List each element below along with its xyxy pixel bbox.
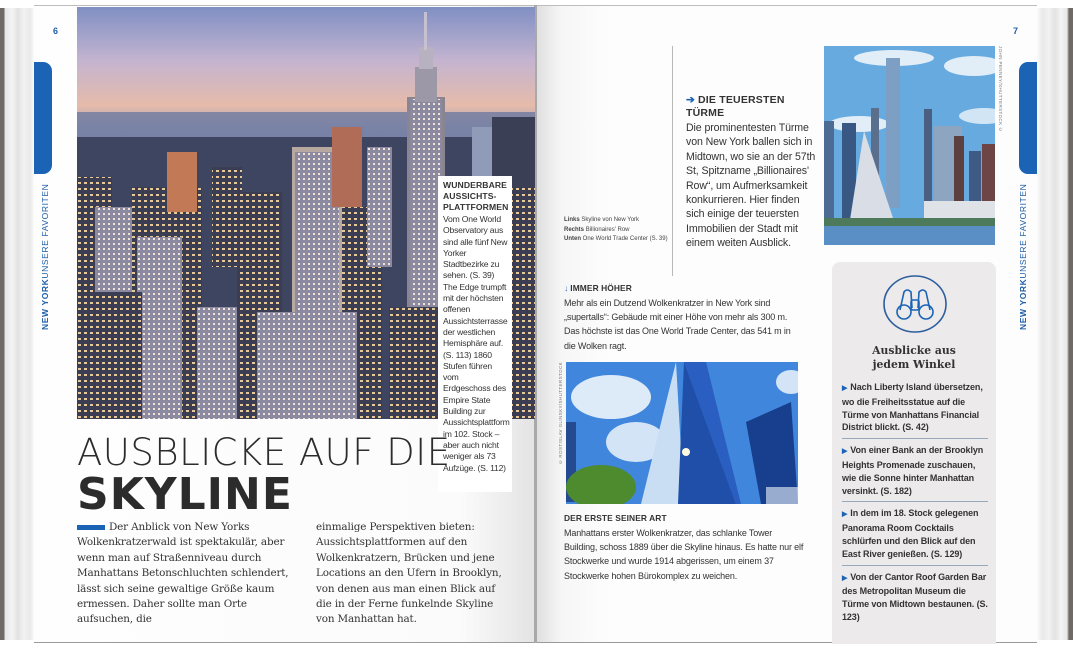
page-number-right: 7 [1013, 26, 1019, 36]
feature-text: Die prominentesten Türme von New York ballen sich in Midtown, wo sie an der 57th St, Spitzname „Billionaires' Row“, um Aufmerksamkeit konkurrieren. Hier finden sich einige der teuersten Immobilien der Stadt mit einem weiten Ausblick. [686, 122, 816, 250]
page-number-left: 6 [53, 26, 59, 36]
tip-box-title [832, 344, 996, 372]
caption-label: Links [564, 217, 580, 223]
headline-line-2: SKYLINE [77, 469, 293, 520]
body-text-1: Der Anblick von New Yorks Wolkenkratzerwald ist spektakulär, aber wenn man auf Straßenniveau durch Manhattans Betonschluchten schlendert, lässt sich seine gewaltige Größe kaum ermessen. Daher sollte man Orte aufsuchen, die [77, 521, 289, 626]
tip-box-viewpoints [832, 262, 996, 644]
running-head-right [1018, 183, 1028, 330]
one-world-trade-center-photo [566, 362, 798, 504]
caption-text: One World Trade Center (S. 39) [582, 236, 668, 243]
body-text-2: einmalige Perspektiven bieten: Aussichtsplattformen auf den Wolkenkratzern, Brücken und jene Locations an den Ufern in Brooklyn, von denen aus man einen Blick auf die in der Ferne funkelnde Skyline von Manhattan hat. [316, 521, 502, 626]
arrow-right-icon: ➔ [686, 94, 695, 106]
section-higher [564, 283, 804, 353]
caption-label: Unten [564, 236, 581, 243]
tip-item [842, 379, 988, 439]
running-head-city: NEW YORK [40, 278, 50, 330]
higher-text: Mehr als ein Dutzend Wolkenkratzer in New York sind „supertalls“: Gebäude mit einer Höhe von mehr als 300 m. Das höchste ist das One World Trade Center, das 541 m in die Wolken ragt. [564, 298, 791, 351]
photo-captions [564, 216, 668, 245]
tip-item [842, 442, 988, 502]
tip-item-text: In dem im 18. Stock gelegenen Panorama Room Cocktails schlürfen und den Blick auf den East River genießen. (S. 129) [842, 508, 979, 559]
body-column-1 [77, 520, 303, 628]
page-block-right [1037, 8, 1073, 640]
triangle-bullet-icon: ▶ [842, 385, 848, 392]
higher-title-text: IMMER HÖHER [570, 283, 632, 293]
triangle-bullet-icon: ▶ [842, 448, 848, 456]
running-head-left [40, 183, 50, 330]
feature-expensive-towers [686, 94, 816, 251]
running-head-section: UNSERE FAVORITEN [40, 183, 50, 279]
chapter-headline [77, 431, 451, 520]
tip-item-text: Nach Liberty Island übersetzen, wo die Freiheitsstatue auf die Türme von Manhattans Financial District blickt. (S. 42) [842, 382, 983, 433]
caption-label: Rechts [564, 226, 585, 233]
arrow-down-icon: ↓ [564, 283, 569, 293]
column-divider [672, 46, 673, 276]
midtown-skyline-illustration [824, 46, 995, 245]
first-title: DER ERSTE SEINER ART [564, 513, 667, 523]
caption-text: Billionaires' Row [585, 226, 630, 233]
tip-box-title-line-1: Ausblicke aus [872, 344, 956, 357]
headline-line-1: AUSBLICKE AUF DIE [77, 431, 451, 474]
sidebar-text: Vom One World Observatory aus sind alle fünf New Yorker Stadtbezirke zu sehen. (S. 39) The Edge trumpft mit der höchsten offenen Aussichtsterrasse der westlichen Hemisphäre auf. (S. 113) 1860 Stufen führen vom Erdgeschoss des Empire State Building zur Aussichtsplattform im 102. Stock – aber auch nicht weniger als 73 Aufzüge. (S. 112) [443, 214, 510, 473]
tip-list [842, 379, 988, 631]
caption-left [564, 216, 668, 226]
intro-bar [77, 525, 105, 530]
tip-box-title-line-2: jedem Winkel [872, 358, 956, 371]
tip-item [842, 569, 988, 628]
sidebar-title: WUNDERBARE AUSSICHTS-PLATTFORMEN [443, 180, 509, 212]
binoculars-icon [882, 274, 948, 334]
section-tab-right [1019, 62, 1037, 174]
body-column-2 [316, 520, 512, 628]
tip-item [842, 505, 988, 565]
feature-title [686, 94, 816, 119]
running-head-section: UNSERE FAVORITEN [1018, 183, 1028, 279]
triangle-bullet-icon: ▶ [842, 574, 848, 582]
triangle-bullet-icon: ▶ [842, 511, 848, 519]
page-block-left [0, 8, 34, 640]
first-text: Manhattans erster Wolkenkratzer, das schlanke Tower Building, schoss 1889 über die Skyline hinaus. Es hatte nur elf Stockwerke und wurde 1914 abgerissen, um einem 37 Stockwerke hohen Bürokomplex zu weichen. [564, 528, 804, 581]
billionaires-row-photo [824, 46, 995, 245]
wtc-illustration [566, 362, 798, 504]
running-head-city: NEW YORK [1018, 278, 1028, 330]
photo-credit-bottom: © ROSTISLAV GLINSKY/SHUTTERSTOCK [558, 362, 563, 465]
photo-credit-top: JOHN PENNEY/SHUTTERSTOCK © [998, 46, 1003, 133]
caption-text: Skyline von New York [581, 217, 640, 223]
caption-right [564, 226, 668, 236]
caption-bottom [564, 235, 668, 245]
section-first-of-its-kind [564, 513, 804, 583]
section-tab-left [34, 62, 52, 174]
tip-item-text: Von der Cantor Roof Garden Bar des Metropolitan Museum die Türme von Midtown bestaunen. (S. 123) [842, 571, 988, 622]
higher-title [564, 283, 804, 293]
feature-title-text: DIE TEUERSTEN TÜRME [686, 94, 785, 119]
tip-item-text: Von einer Bank an der Brooklyn Heights Promenade zuschauen, wie die Sonne hinter Manhattan versinkt. (S. 182) [842, 445, 984, 496]
